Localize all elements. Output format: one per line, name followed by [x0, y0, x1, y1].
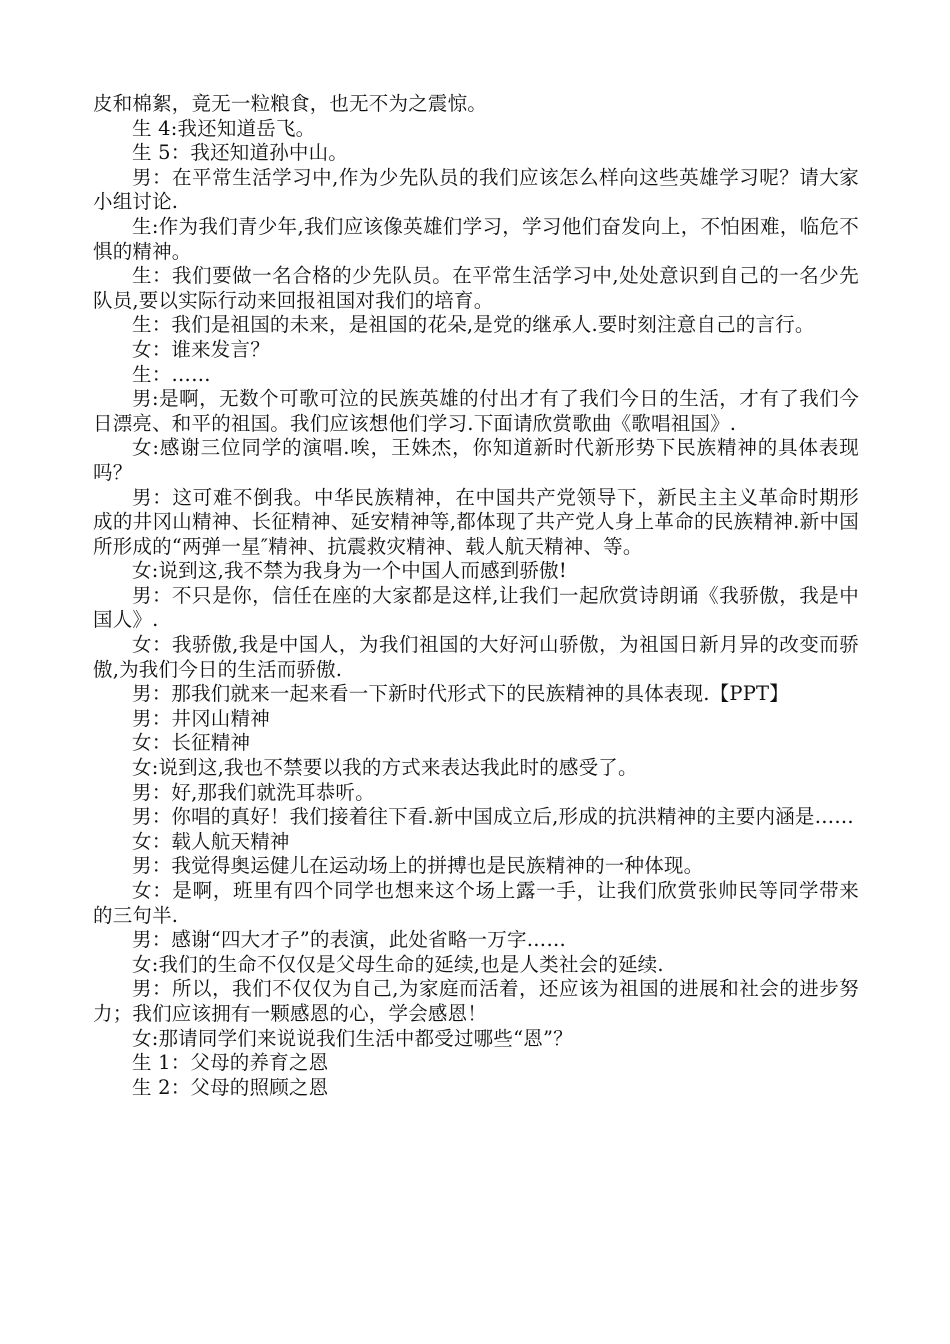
paragraph: 男：那我们就来一起来看一下新时代形式下的民族精神的具体表现.【PPT】 — [132, 682, 789, 706]
paragraph: 男：你唱的真好！我们接着往下看.新中国成立后,形成的抗洪精神的主要内涵是…… — [132, 805, 854, 829]
paragraph: 男:是啊，无数个可歌可泣的民族英雄的付出才有了我们今日的生活，才有了我们今日漂亮、和平的祖国。我们应该想他们学习.下面请欣赏歌曲《歌唱祖国》. — [93, 387, 859, 435]
paragraph-continuation: 皮和棉絮，竟无一粒粮食，也无不为之震惊。 — [93, 92, 488, 115]
paragraph: 女：长征精神 — [132, 731, 251, 755]
paragraph: 女:那请同学们来说说我们生活中都受过哪些“恩”？ — [132, 1026, 573, 1050]
paragraph: 女:说到这,我不禁为我身为一个中国人而感到骄傲! — [132, 559, 567, 583]
paragraph: 男：在平常生活学习中,作为少先队员的我们应该怎么样向这些英雄学习呢？请大家小组讨论. — [93, 165, 859, 214]
paragraph: 生:作为我们青少年,我们应该像英雄们学习，学习他们奋发向上，不怕困难，临危不惧的精神。 — [93, 214, 859, 263]
paragraph: 女：我骄傲,我是中国人，为我们祖国的大好河山骄傲，为祖国日新月异的改变而骄傲,为我们今日的生活而骄傲. — [93, 633, 859, 681]
paragraph: 生 4:我还知道岳飞。 — [132, 116, 316, 140]
paragraph: 生：我们要做一名合格的少先队员。在平常生活学习中,处处意识到自己的一名少先队员,要以实际行动来回报祖国对我们的培育。 — [93, 264, 859, 312]
paragraph: 生：我们是祖国的未来，是祖国的花朵,是党的继承人.要时刻注意自己的言行。 — [132, 313, 815, 337]
paragraph: 男：所以，我们不仅仅为自己,为家庭而活着，还应该为祖国的进展和社会的进步努力；我们应该拥有一颗感恩的心，学会感恩！ — [93, 977, 859, 1025]
paragraph: 男：这可难不倒我。中华民族精神，在中国共产党领导下，新民主主义革命时期形成的井冈山精神、长征精神、延安精神等,都体现了共产党人身上革命的民族精神.新中国所形成的“两弹一星″精神、抗震救灾精神、载人航天精神、等。 — [93, 485, 859, 558]
paragraph: 男：感谢“四大才子”的表演，此处省略一万字…… — [132, 928, 567, 952]
paragraph: 生 1：父母的养育之恩 — [132, 1051, 329, 1075]
paragraph: 男：好,那我们就洗耳恭听。 — [132, 780, 375, 804]
paragraph: 女:感谢三位同学的演唱.唉，王姝杰，你知道新时代新形势下民族精神的具体表现吗？ — [93, 436, 859, 484]
paragraph: 女：是啊，班里有四个同学也想来这个场上露一手，让我们欣赏张帅民等同学带来的三句半. — [93, 879, 859, 927]
paragraph: 生 2：父母的照顾之恩 — [132, 1075, 329, 1099]
paragraph: 女:我们的生命不仅仅是父母生命的延续,也是人类社会的延续. — [132, 952, 664, 976]
paragraph: 男：我觉得奥运健儿在运动场上的拼搏也是民族精神的一种体现。 — [132, 854, 704, 878]
document-body — [93, 92, 859, 1100]
paragraph: 女：谁来发言？ — [132, 337, 270, 361]
paragraph: 男：不只是你，信任在座的大家都是这样,让我们一起欣赏诗朗诵《我骄傲，我是中国人》. — [93, 583, 859, 632]
paragraph: 女:说到这,我也不禁要以我的方式来表达我此时的感受了。 — [132, 756, 638, 780]
paragraph: 女：载人航天精神 — [132, 829, 290, 853]
paragraph: 男：井冈山精神 — [132, 706, 270, 730]
paragraph: 生：…… — [132, 362, 211, 386]
paragraph: 生 5：我还知道孙中山。 — [132, 141, 349, 165]
